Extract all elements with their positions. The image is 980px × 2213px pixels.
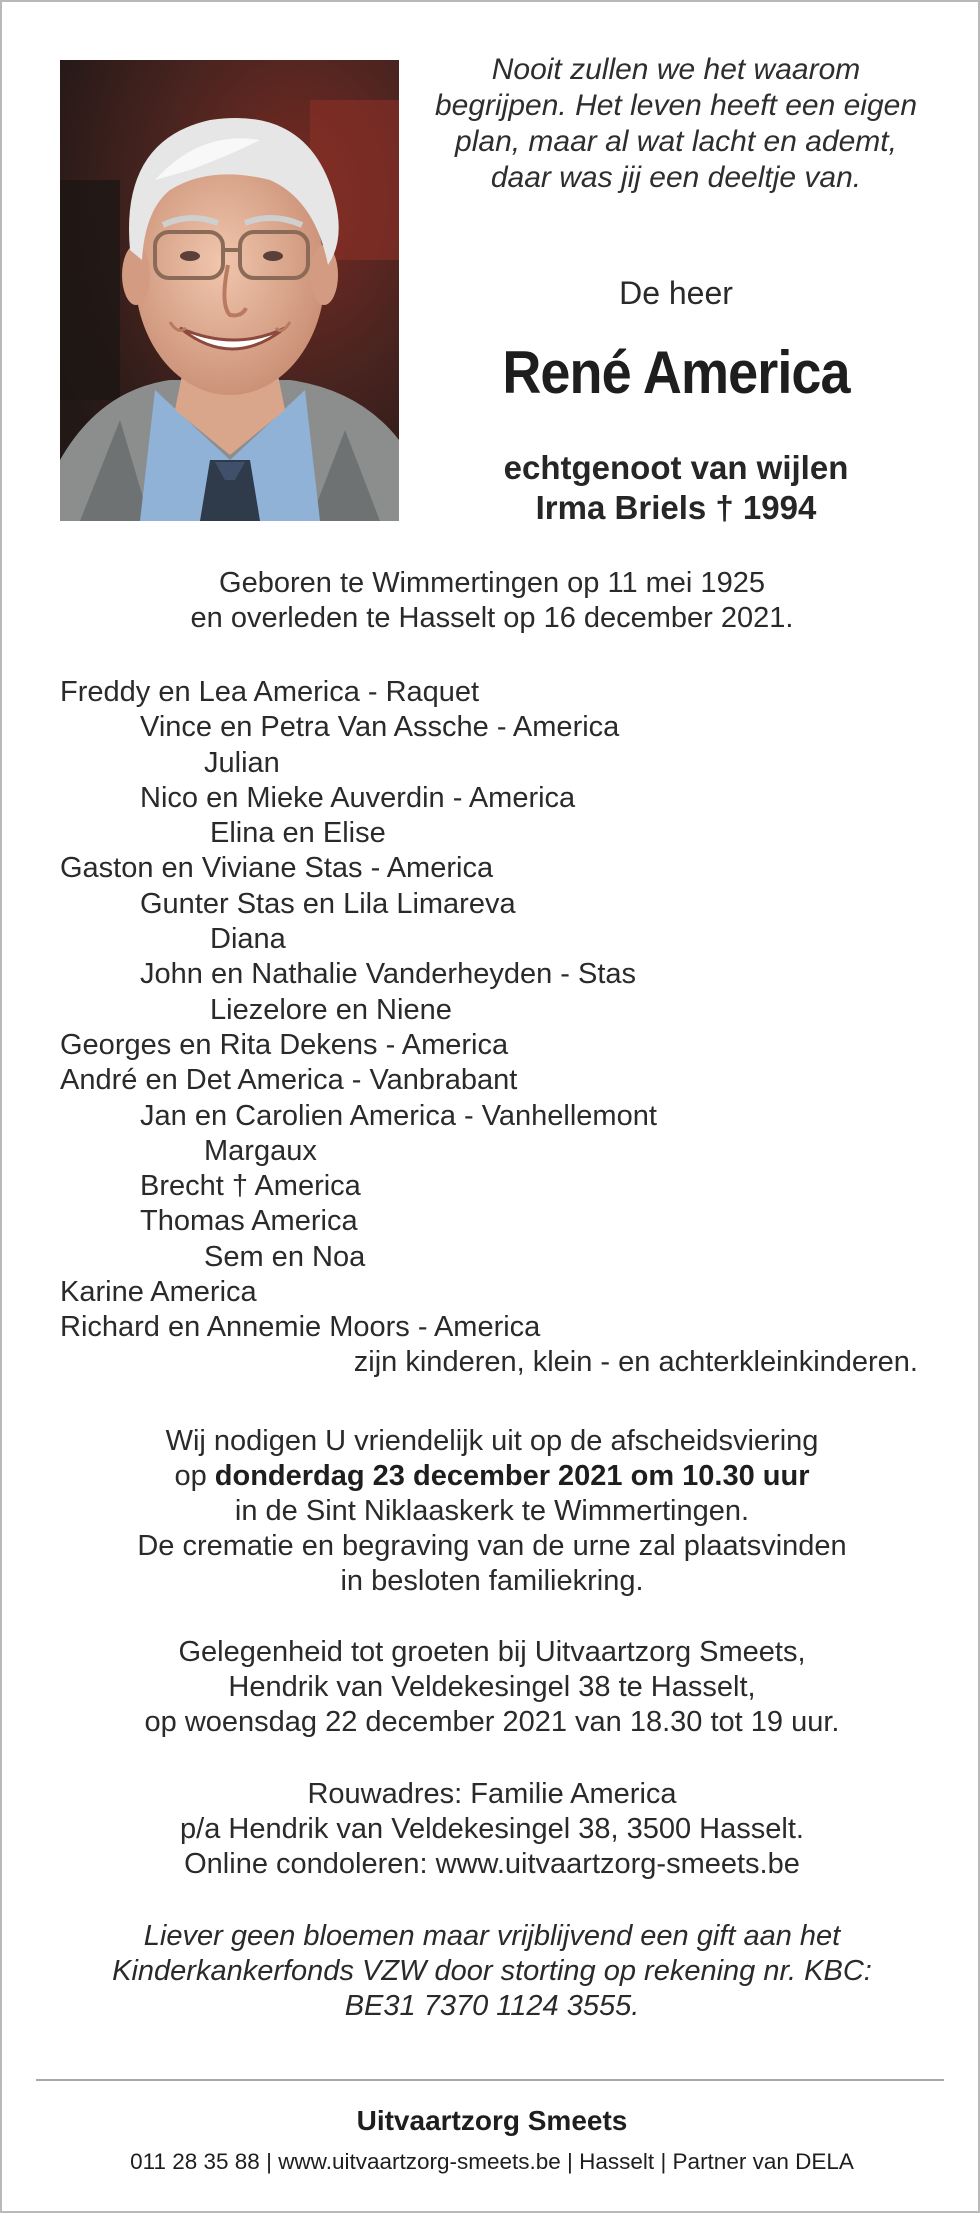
family-member-line: Thomas America [140,1205,358,1238]
family-member-line: Brecht † America [140,1170,361,1203]
family-member-line: Margaux [204,1134,317,1167]
invite-date-line [42,1459,942,1494]
quote-line: Nooit zullen we het waarom [491,53,861,86]
partner: Partner van DELA [672,2149,854,2174]
family-member-line: Gunter Stas en Lila Limareva [140,887,516,920]
donation-request [42,1919,942,2024]
invite-prefix: op [174,1460,215,1492]
separator: | [654,2149,673,2174]
ceremony-datetime: donderdag 23 december 2021 om 10.30 uur [214,1460,810,1492]
family-member-line: Nico en Mieke Auverdin - America [140,781,576,814]
birth-line: Geboren te Wimmertingen op 11 mei 1925 [219,567,765,599]
separator: | [259,2149,279,2174]
family-list [60,675,940,1346]
family-member-line: Richard en Annemie Moors - America [60,1311,541,1344]
donation-line: BE31 7370 1124 3555. [344,1990,640,2022]
family-member-line: Gaston en Viviane Stas - America [60,852,494,885]
family-member-line: Karine America [60,1276,257,1309]
invite-line: De crematie en begraving van de urne zal plaatsvinden [137,1530,847,1562]
family-member-line: Elina en Elise [210,817,386,850]
family-member-line: Georges en Rita Dekens - America [60,1028,509,1061]
family-member-line: Freddy en Lea America - Raquet [60,676,480,708]
invite-line: in besloten familiekring. [340,1565,644,1597]
address-line: p/a Hendrik van Veldekesingel 38, 3500 Hasselt. [180,1813,804,1845]
spouse-line: echtgenoot van wijlen [503,449,849,486]
visitation-info [42,1635,942,1740]
phone-number[interactable]: 011 28 35 88 [130,2149,260,2174]
separator: | [560,2149,580,2174]
visit-line: Hendrik van Veldekesingel 38 te Hasselt, [228,1671,756,1703]
website-link[interactable]: www.uitvaartzorg-smeets.be [278,2149,561,2174]
family-member-line: Jan en Carolien America - Vanhellemont [140,1099,657,1132]
spouse-line: Irma Briels † 1994 [535,489,817,526]
quote-line: daar was jij een deeltje van. [490,161,862,194]
death-line: en overleden te Hasselt op 16 december 2021. [190,602,794,634]
ceremony-invitation [42,1424,942,1599]
invite-line: in de Sint Niklaaskerk te Wimmertingen. [234,1495,750,1527]
condolence-address [42,1777,942,1882]
family-member-line: Julian [204,746,280,779]
family-member-line: Diana [210,923,286,956]
city: Hasselt [579,2149,655,2174]
memorial-quote [422,52,930,196]
portrait-photo [60,60,399,521]
family-member-line: Liezelore en Niene [210,993,452,1026]
family-member-line: John en Nathalie Vanderheyden - Stas [140,958,637,991]
family-member-line: Sem en Noa [204,1240,366,1273]
spouse-info [422,448,930,528]
portrait-photo-image [60,60,399,521]
funeral-home-contact [22,2147,962,2177]
deceased-name: René America [502,339,850,406]
family-member-line: Vince en Petra Van Assche - America [140,711,620,744]
visit-line: op woensdag 22 december 2021 van 18.30 tot 19 uur. [144,1706,840,1738]
footer-divider [36,2079,944,2081]
quote-line: begrijpen. Het leven heeft een eigen [434,89,918,122]
donation-line: Liever geen bloemen maar vrijblijvend een gift aan het [143,1920,841,1952]
birth-death-info [42,566,942,636]
visit-line: Gelegenheid tot groeten bij Uitvaartzorg Smeets, [178,1636,806,1668]
condolence-link[interactable]: Online condoleren: www.uitvaartzorg-smeets.be [184,1848,800,1880]
family-member-line: André en Det America - Vanbrabant [60,1064,518,1097]
invite-line: Wij nodigen U vriendelijk uit op de afscheidsviering [165,1425,819,1457]
quote-line: plan, maar al wat lacht en ademt, [455,125,897,158]
honorific: De heer [619,275,733,311]
address-line: Rouwadres: Familie America [307,1778,677,1810]
funeral-home-name: Uitvaartzorg Smeets [356,2105,628,2136]
family-closing: zijn kinderen, klein - en achterkleinkinderen. [353,1346,918,1378]
donation-line: Kinderkankerfonds VZW door storting op rekening nr. KBC: [112,1955,872,1987]
